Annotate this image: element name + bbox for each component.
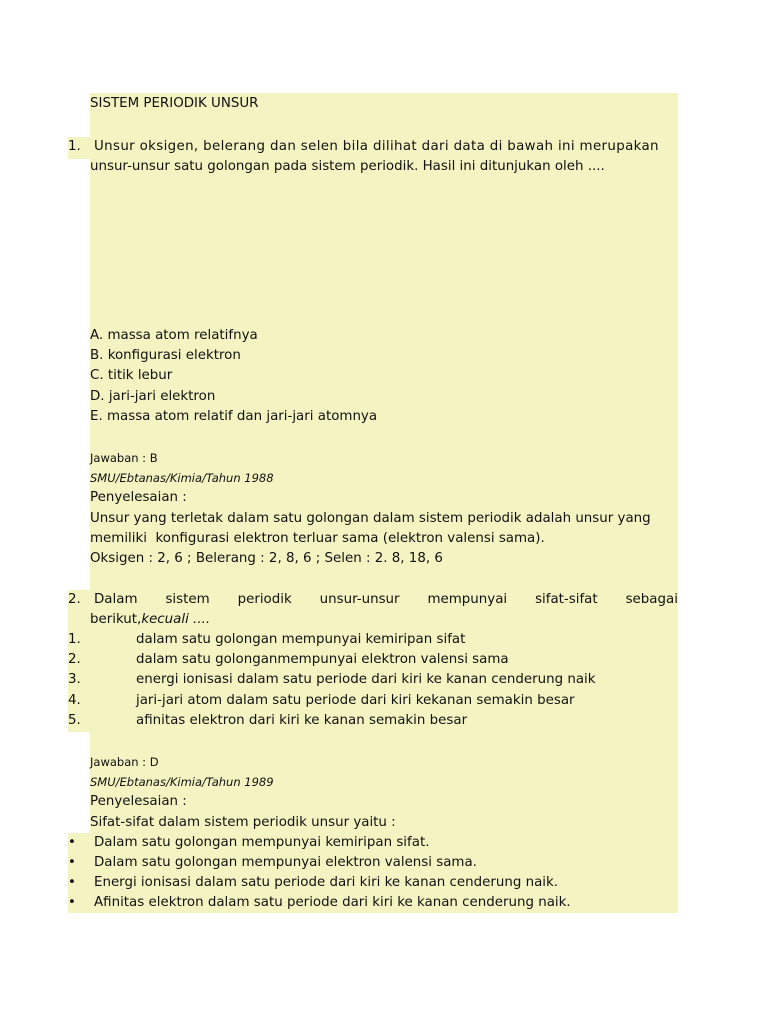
bullet-icon: •: [68, 835, 76, 850]
bullet-item: Dalam satu golongan mempunyai kemiripan sifat.: [94, 835, 430, 850]
item-number: 1.: [68, 632, 81, 647]
bullet-item: Dalam satu golongan mempunyai elektron valensi sama.: [94, 855, 477, 870]
solution-label: Penyelesaian :: [90, 794, 187, 809]
answer: Jawaban : B: [90, 451, 158, 465]
list-item: energi ionisasi dalam satu periode dari kiri ke kanan cenderung naik: [136, 672, 596, 687]
list-item: afinitas elektron dari kiri ke kanan semakin besar: [136, 713, 468, 728]
bullet-item: Energi ionisasi dalam satu periode dari kiri ke kanan cenderung naik.: [94, 875, 559, 890]
question-1-line-2: unsur-unsur satu golongan pada sistem periodik. Hasil ini ditunjukan oleh ....: [90, 159, 605, 174]
source: SMU/Ebtanas/Kimia/Tahun 1988: [90, 471, 274, 485]
answer: Jawaban : D: [90, 755, 159, 769]
question-1-line-1: Unsur oksigen, belerang dan selen bila dilihat dari data di bawah ini merupakan: [94, 139, 659, 154]
solution-intro: Sifat-sifat dalam sistem periodik unsur yaitu :: [90, 815, 396, 830]
solution-line: Unsur yang terletak dalam satu golongan dalam sistem periodik adalah unsur yang: [90, 511, 651, 526]
item-number: 2.: [68, 652, 81, 667]
option-d: D. jari-jari elektron: [90, 389, 216, 404]
question-2-line-2: berikut,kecuali ....: [90, 612, 211, 627]
list-item: dalam satu golonganmempunyai elektron valensi sama: [136, 652, 509, 667]
option-c: C. titik lebur: [90, 368, 173, 383]
question-number: 1.: [68, 139, 81, 154]
bullet-icon: •: [68, 895, 76, 910]
solution-line: memiliki konfigurasi elektron terluar sama (elektron valensi sama).: [90, 531, 545, 546]
item-number: 5.: [68, 713, 81, 728]
item-number: 3.: [68, 672, 81, 687]
bullet-icon: •: [68, 875, 76, 890]
option-e: E. massa atom relatif dan jari-jari atomnya: [90, 409, 378, 424]
bullet-item: Afinitas elektron dalam satu periode dari kiri ke kanan cenderung naik.: [94, 895, 571, 910]
list-item: jari-jari atom dalam satu periode dari kiri kekanan semakin besar: [136, 693, 575, 708]
list-item: dalam satu golongan mempunyai kemiripan sifat: [136, 632, 466, 647]
item-number: 4.: [68, 693, 81, 708]
page-title: SISTEM PERIODIK UNSUR: [90, 96, 259, 111]
solution-line: Oksigen : 2, 6 ; Belerang : 2, 8, 6 ; Selen : 2. 8, 18, 6: [90, 551, 443, 566]
option-b: B. konfigurasi elektron: [90, 348, 241, 363]
source: SMU/Ebtanas/Kimia/Tahun 1989: [90, 775, 274, 789]
solution-label: Penyelesaian :: [90, 490, 187, 505]
bullet-icon: •: [68, 855, 76, 870]
option-a: A. massa atom relatifnya: [90, 328, 258, 343]
question-number: 2.: [68, 592, 81, 607]
question-2-line-1: Dalam sistem periodik unsur-unsur mempunyai sifat-sifat sebagai: [94, 592, 678, 607]
